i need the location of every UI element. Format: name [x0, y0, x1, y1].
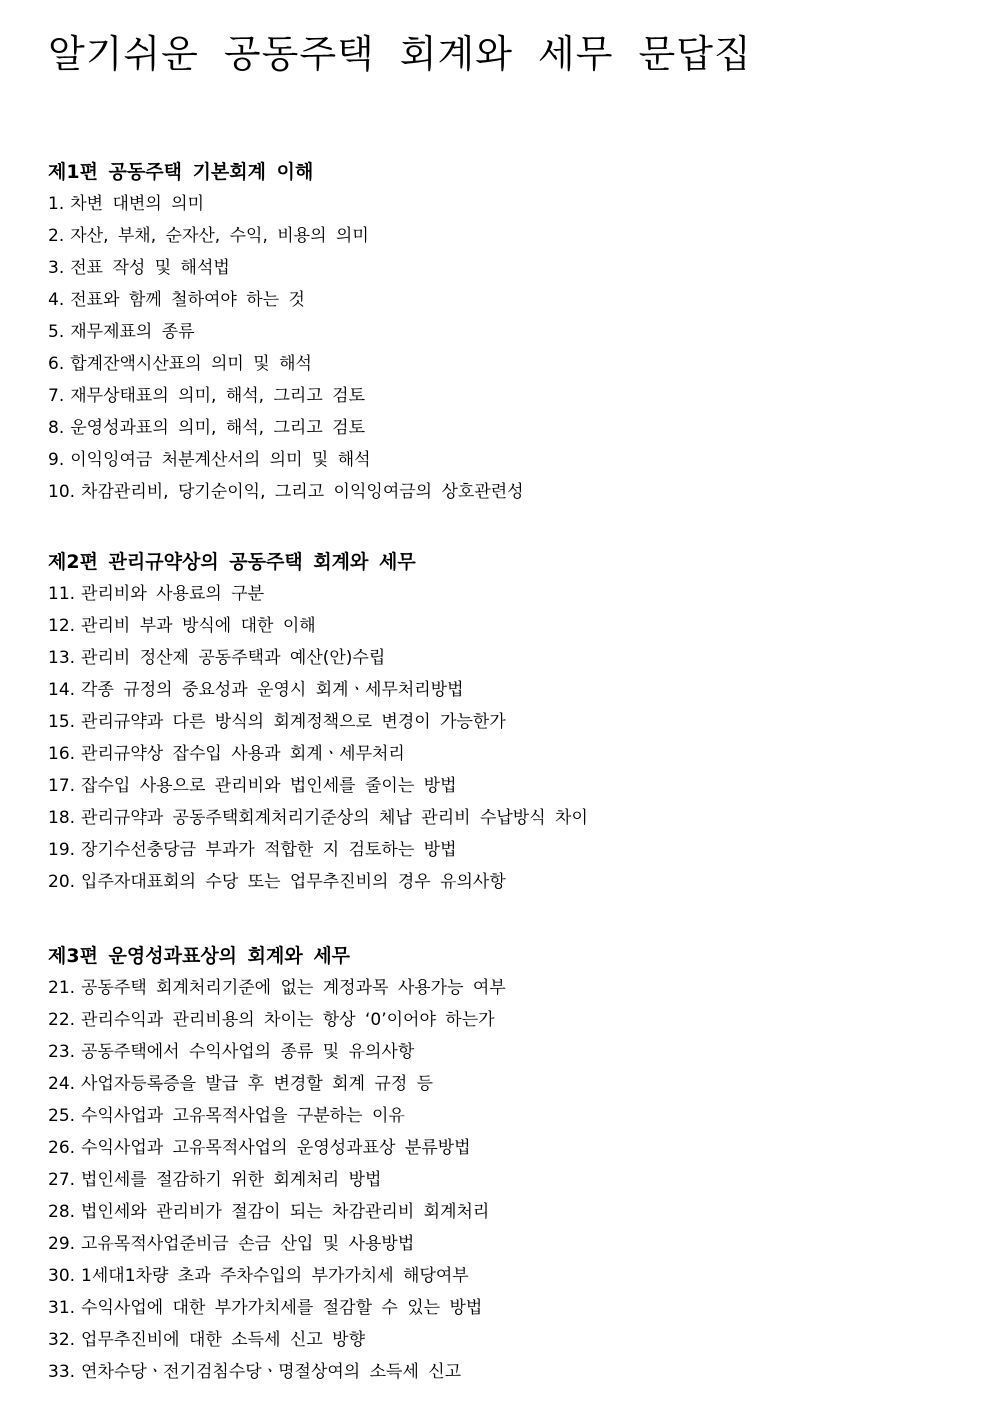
item-number: 27.	[48, 1170, 76, 1190]
item-number: 6.	[48, 354, 65, 374]
item-text: 연차수당ㆍ전기검침수당ㆍ명절상여의 소득세 신고	[81, 1362, 462, 1382]
document-title: 알기쉬운 공동주택 회계와 세무 문답집	[48, 32, 752, 76]
item-number: 26.	[48, 1138, 76, 1158]
item-text: 1세대1차량 초과 주차수입의 부가가치세 해당여부	[81, 1266, 469, 1286]
section-part-3	[48, 940, 506, 1388]
list-item	[48, 642, 588, 674]
section-heading: 제2편 관리규약상의 공동주택 회계와 세무	[48, 551, 416, 573]
list-item	[48, 476, 524, 508]
item-number: 28.	[48, 1202, 76, 1222]
list-item	[48, 188, 524, 220]
item-number: 4.	[48, 290, 65, 310]
item-number: 18.	[48, 808, 76, 828]
item-text: 전표와 함께 철하여야 하는 것	[70, 290, 305, 310]
item-text: 업무추진비에 대한 소득세 신고 방향	[81, 1330, 365, 1350]
item-text: 전표 작성 및 해석법	[70, 258, 230, 278]
item-text: 자산, 부채, 순자산, 수익, 비용의 의미	[70, 226, 369, 246]
question-list	[48, 188, 524, 508]
list-item	[48, 1004, 506, 1036]
item-text: 공동주택에서 수익사업의 종류 및 유의사항	[81, 1042, 415, 1062]
item-number: 7.	[48, 386, 65, 406]
item-text: 법인세를 절감하기 위한 회계처리 방법	[81, 1170, 382, 1190]
item-number: 16.	[48, 744, 76, 764]
list-item	[48, 1196, 506, 1228]
item-number: 3.	[48, 258, 65, 278]
item-text: 고유목적사업준비금 손금 산입 및 사용방법	[81, 1234, 415, 1254]
item-text: 재무상태표의 의미, 해석, 그리고 검토	[70, 386, 365, 406]
item-text: 관리규약과 다른 방식의 회계정책으로 변경이 가능한가	[81, 712, 506, 732]
question-list	[48, 578, 588, 898]
item-number: 29.	[48, 1234, 76, 1254]
list-item	[48, 1228, 506, 1260]
item-text: 차감관리비, 당기순이익, 그리고 이익잉여금의 상호관련성	[81, 482, 524, 502]
item-number: 30.	[48, 1266, 76, 1286]
section-heading: 제1편 공동주택 기본회계 이해	[48, 161, 314, 183]
item-text: 합계잔액시산표의 의미 및 해석	[70, 354, 312, 374]
item-number: 21.	[48, 978, 76, 998]
list-item	[48, 1132, 506, 1164]
list-item	[48, 1356, 506, 1388]
list-item	[48, 1036, 506, 1068]
item-number: 31.	[48, 1298, 76, 1318]
list-item	[48, 610, 588, 642]
item-text: 수익사업과 고유목적사업을 구분하는 이유	[81, 1106, 405, 1126]
item-number: 5.	[48, 322, 65, 342]
list-item	[48, 348, 524, 380]
item-number: 24.	[48, 1074, 76, 1094]
list-item	[48, 1164, 506, 1196]
item-text: 사업자등록증을 발급 후 변경할 회계 규정 등	[81, 1074, 434, 1094]
item-text: 관리비와 사용료의 구분	[81, 584, 265, 604]
item-number: 25.	[48, 1106, 76, 1126]
item-number: 23.	[48, 1042, 76, 1062]
list-item	[48, 802, 588, 834]
item-number: 13.	[48, 648, 76, 668]
item-number: 15.	[48, 712, 76, 732]
item-text: 입주자대표회의 수당 또는 업무추진비의 경우 유의사항	[81, 872, 506, 892]
list-item	[48, 412, 524, 444]
item-number: 19.	[48, 840, 76, 860]
list-item	[48, 972, 506, 1004]
section-heading: 제3편 운영성과표상의 회계와 세무	[48, 945, 351, 967]
list-item	[48, 1292, 506, 1324]
item-text: 관리수익과 관리비용의 차이는 항상 ‘0’이어야 하는가	[81, 1010, 495, 1030]
item-number: 17.	[48, 776, 76, 796]
list-item	[48, 316, 524, 348]
item-text: 관리규약상 잡수입 사용과 회계ㆍ세무처리	[81, 744, 405, 764]
document-page	[48, 28, 968, 1382]
list-item	[48, 770, 588, 802]
item-number: 12.	[48, 616, 76, 636]
item-text: 장기수선충당금 부과가 적합한 지 검토하는 방법	[81, 840, 457, 860]
list-item	[48, 1324, 506, 1356]
item-text: 수익사업과 고유목적사업의 운영성과표상 분류방법	[81, 1138, 471, 1158]
item-text: 이익잉여금 처분계산서의 의미 및 해석	[70, 450, 371, 470]
list-item	[48, 1068, 506, 1100]
item-number: 22.	[48, 1010, 76, 1030]
list-item	[48, 578, 588, 610]
item-number: 9.	[48, 450, 65, 470]
list-item	[48, 284, 524, 316]
list-item	[48, 1260, 506, 1292]
item-number: 8.	[48, 418, 65, 438]
list-item	[48, 380, 524, 412]
item-text: 공동주택 회계처리기준에 없는 계정과목 사용가능 여부	[81, 978, 506, 998]
item-text: 관리비 정산제 공동주택과 예산(안)수립	[81, 648, 386, 668]
item-number: 1.	[48, 194, 65, 214]
item-text: 운영성과표의 의미, 해석, 그리고 검토	[70, 418, 365, 438]
item-number: 10.	[48, 482, 76, 502]
item-text: 수익사업에 대한 부가가치세를 절감할 수 있는 방법	[81, 1298, 483, 1318]
item-number: 32.	[48, 1330, 76, 1350]
list-item	[48, 444, 524, 476]
section-part-2	[48, 546, 588, 898]
item-text: 잡수입 사용으로 관리비와 법인세를 줄이는 방법	[81, 776, 457, 796]
item-text: 각종 규정의 중요성과 운영시 회계ㆍ세무처리방법	[81, 680, 464, 700]
section-part-1	[48, 156, 524, 508]
list-item	[48, 220, 524, 252]
list-item	[48, 252, 524, 284]
item-text: 관리비 부과 방식에 대한 이해	[81, 616, 316, 636]
item-number: 2.	[48, 226, 65, 246]
item-number: 14.	[48, 680, 76, 700]
list-item	[48, 866, 588, 898]
list-item	[48, 706, 588, 738]
list-item	[48, 738, 588, 770]
item-text: 차변 대변의 의미	[70, 194, 204, 214]
item-text: 관리규약과 공동주택회계처리기준상의 체납 관리비 수납방식 차이	[81, 808, 588, 828]
item-number: 20.	[48, 872, 76, 892]
list-item	[48, 1100, 506, 1132]
item-text: 재무제표의 종류	[70, 322, 195, 342]
item-text: 법인세와 관리비가 절감이 되는 차감관리비 회계처리	[81, 1202, 490, 1222]
item-number: 11.	[48, 584, 76, 604]
item-number: 33.	[48, 1362, 76, 1382]
question-list	[48, 972, 506, 1388]
list-item	[48, 674, 588, 706]
list-item	[48, 834, 588, 866]
